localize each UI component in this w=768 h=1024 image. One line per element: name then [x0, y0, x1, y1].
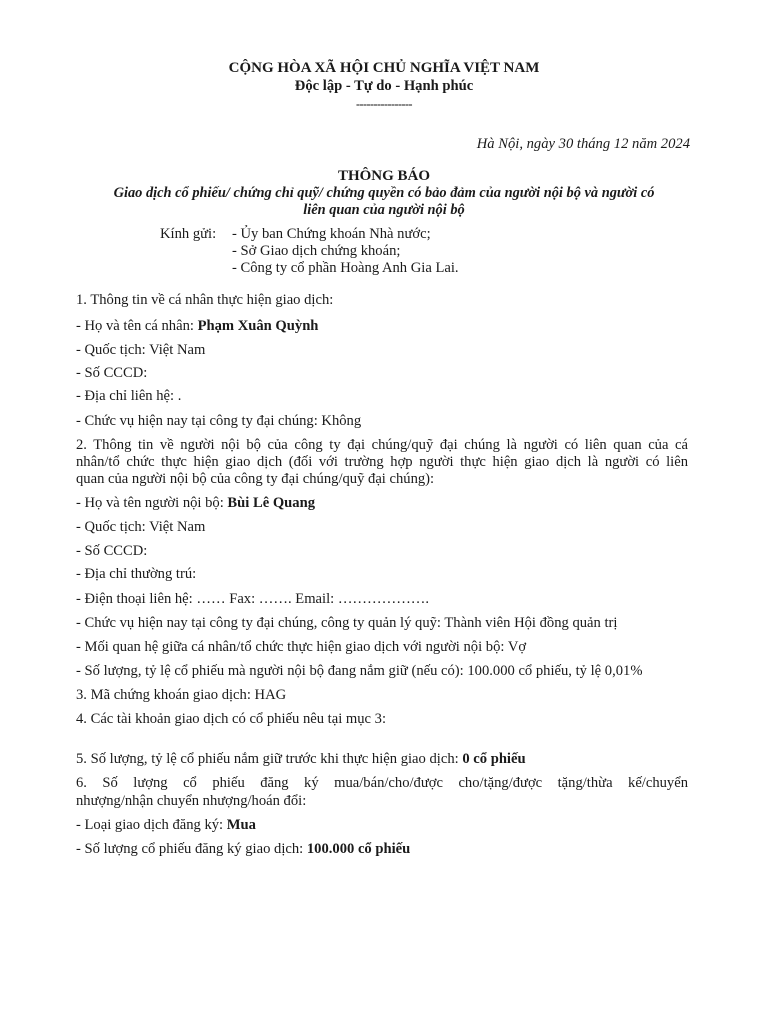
- individual-name-value: Phạm Xuân Quỳnh: [197, 318, 319, 334]
- individual-id-card: - Số CCCD:: [76, 365, 148, 381]
- section6-heading-line1: 6. Số lượng cổ phiếu đăng ký mua/bán/cho/được cho/tặng/được tặng/thừa kế/chuyển: [76, 775, 688, 791]
- motto: Độc lập - Tự do - Hạnh phúc: [294, 78, 474, 94]
- insider-holding: - Số lượng, tỷ lệ cổ phiếu mà người nội bộ đang nắm giữ (nếu có): 100.000 cổ phiếu, tỷ lệ 0,01%: [76, 663, 643, 679]
- section5-holding-before: [76, 749, 688, 769]
- insider-id-card: - Số CCCD:: [76, 543, 148, 559]
- individual-name-row: [76, 316, 688, 336]
- header-divider: ----------------: [356, 97, 412, 111]
- insider-name-label: - Họ và tên người nội bộ:: [76, 495, 228, 511]
- country-header: CỘNG HÒA XÃ HỘI CHỦ NGHĨA VIỆT NAM: [228, 60, 540, 76]
- recipients-label: Kính gửi:: [160, 226, 217, 242]
- section4-accounts: 4. Các tài khoản giao dịch có cổ phiếu nêu tại mục 3:: [76, 711, 387, 727]
- document-title: THÔNG BÁO: [337, 168, 431, 184]
- transaction-type-row: [76, 815, 688, 835]
- individual-name-label: - Họ và tên cá nhân:: [76, 318, 198, 334]
- section2-heading-line1: 2. Thông tin về người nội bộ của công ty đại chúng/quỹ đại chúng là người có liên quan của cá: [76, 437, 688, 453]
- section3-stock-code: 3. Mã chứng khoán giao dịch: HAG: [76, 687, 287, 703]
- document-subtitle-line1: Giao dịch cổ phiếu/ chứng chỉ quỹ/ chứng quyền có bảo đảm của người nội bộ và người có: [113, 185, 655, 201]
- insider-relationship: - Mối quan hệ giữa cá nhân/tổ chức thực hiện giao dịch với người nội bộ: Vợ: [76, 639, 527, 655]
- section2-heading-line3: quan của người nội bộ của công ty đại chúng/quỹ đại chúng):: [76, 471, 435, 487]
- insider-name-row: [76, 493, 688, 513]
- insider-name-value: Bùi Lê Quang: [227, 495, 316, 511]
- insider-contact: - Điện thoại liên hệ: …… Fax: ……. Email: ……………….: [76, 591, 430, 607]
- document-subtitle-line2: liên quan của người nội bộ: [303, 202, 465, 218]
- transaction-type-label: - Loại giao dịch đăng ký:: [76, 817, 227, 833]
- transaction-type-value: Mua: [226, 817, 256, 833]
- section2-heading-line2: nhân/tổ chức thực hiện giao dịch (đối với trường hợp người thực hiện giao dịch là người có liên: [76, 454, 688, 470]
- section5-label: 5. Số lượng, tỷ lệ cổ phiếu nắm giữ trước khi thực hiện giao dịch:: [76, 751, 463, 767]
- insider-address: - Địa chỉ thường trú:: [76, 566, 197, 582]
- recipient-item: - Công ty cổ phần Hoàng Anh Gia Lai.: [232, 260, 459, 276]
- section6-heading-line2: nhượng/nhận chuyển nhượng/hoán đổi:: [76, 793, 307, 809]
- section5-value: 0 cổ phiếu: [462, 751, 526, 767]
- transaction-quantity-value: 100.000 cổ phiếu: [306, 841, 411, 857]
- recipient-item: - Ủy ban Chứng khoán Nhà nước;: [232, 226, 431, 242]
- transaction-quantity-row: [76, 839, 688, 859]
- insider-nationality: - Quốc tịch: Việt Nam: [76, 519, 206, 535]
- section1-heading: 1. Thông tin về cá nhân thực hiện giao dịch:: [76, 292, 334, 308]
- transaction-quantity-label: - Số lượng cổ phiếu đăng ký giao dịch:: [76, 841, 307, 857]
- place-date: Hà Nội, ngày 30 tháng 12 năm 2024: [476, 136, 690, 152]
- recipient-item: - Sở Giao dịch chứng khoán;: [232, 243, 401, 259]
- individual-position: - Chức vụ hiện nay tại công ty đại chúng: Không: [76, 413, 362, 429]
- individual-nationality: - Quốc tịch: Việt Nam: [76, 342, 206, 358]
- individual-address: - Địa chỉ liên hệ: .: [76, 388, 182, 404]
- insider-position: - Chức vụ hiện nay tại công ty đại chúng, công ty quản lý quỹ: Thành viên Hội đồng quản trị: [76, 615, 618, 631]
